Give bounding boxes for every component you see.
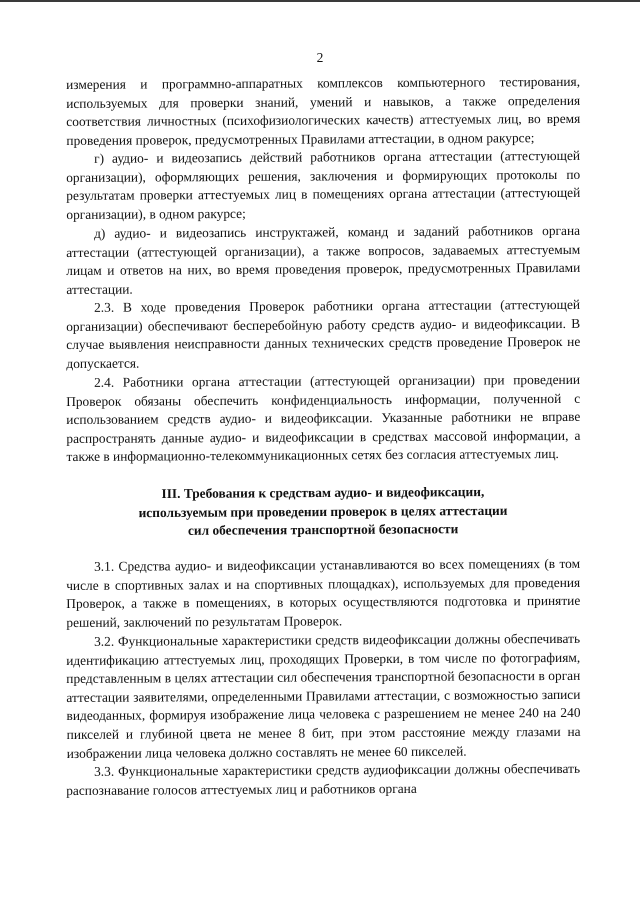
scan-edge-line: [0, 0, 640, 2]
section-heading: [66, 483, 580, 542]
page-number: 2: [316, 50, 324, 65]
paragraph-3-2: 3.2. Функциональные характеристики средств видеофиксации должны обеспечивать идентификацию аттестуемых лиц, проходящих Проверки, в том числе по фотографиям, представленным в целях аттестации сил обеспечения транспортной безопасности в орган аттестации заявителями, определенными Правилами аттестации, с возможностью записи видеоданных, формируя изображение лица человека с разрешением не менее 240 на 240 пикселей и глубиной цвета не менее 8 бит, при этом расстояние между глазами на изображении лица человека должно составлять не менее 60 пикселей.: [66, 630, 581, 761]
paragraph-item-d: д) аудио- и видеозапись инструктажей, команд и заданий работников органа аттестации (аттестующей организации), а также вопросов, задаваемых аттестуемым лицам и ответов на них, во время проведения проверок, предусмотренных Правилами аттестации.: [66, 222, 581, 297]
document-body: [66, 73, 581, 800]
paragraph-3-3: 3.3. Функциональные характеристики средств аудиофиксации должны обеспечивать распознавание голосов аттестуемых лиц и работников органа: [66, 760, 581, 798]
paragraph-3-1: 3.1. Средства аудио- и видеофиксации устанавливаются во всех помещениях (в том числе в спортивных залах и на спортивных площадках), используемых для проведения Проверок, а также в помещениях, в которых осуществляются подготовка и принятие решений, заключений по результатам Проверок.: [66, 556, 581, 631]
section-heading-line-3: сил обеспечения транспортной безопасности: [187, 521, 459, 539]
paragraph-2-3: 2.3. В ходе проведения Проверок работники органа аттестации (аттестующей организации) обеспечивают бесперебойную работу средств аудио- и видеофиксации. В случае выявления неисправности данных технических средств проведение Проверок не допускается.: [66, 296, 581, 371]
paragraph-item-g: г) аудио- и видеозапись действий работников органа аттестации (аттестующей организации), оформляющих решения, заключения и формирующих протоколы по результатам проверки аттестуемых лиц в помещениях органа аттестации (аттестующей организации), в одном ракурсе;: [66, 148, 581, 223]
paragraph-continuation: измерения и программно-аппаратных комплексов компьютерного тестирования, используемых для проверки знаний, умений и навыков, а также определения соответствия личностных (психофизиологических качеств) аттестуемых лиц, во время проведения проверок, предусмотренных Правилами аттестации, в одном ракурсе;: [66, 73, 581, 148]
section-heading-line-1: III. Требования к средствам аудио- и видеофиксации,: [161, 484, 485, 502]
section-heading-line-2: используемым при проведении проверок в целях аттестации: [138, 502, 508, 521]
paragraph-2-4: 2.4. Работники органа аттестации (аттестующей организации) при проведении Проверок обязаны обеспечить конфиденциальность информации, полученной с использованием средств аудио- и видеофиксации. Указанные работники не вправе распространять данные аудио- и видеофиксации в средствах массовой информации, а также в информационно-телекоммуникационных сетях без согласия аттестуемых лиц.: [66, 371, 581, 464]
